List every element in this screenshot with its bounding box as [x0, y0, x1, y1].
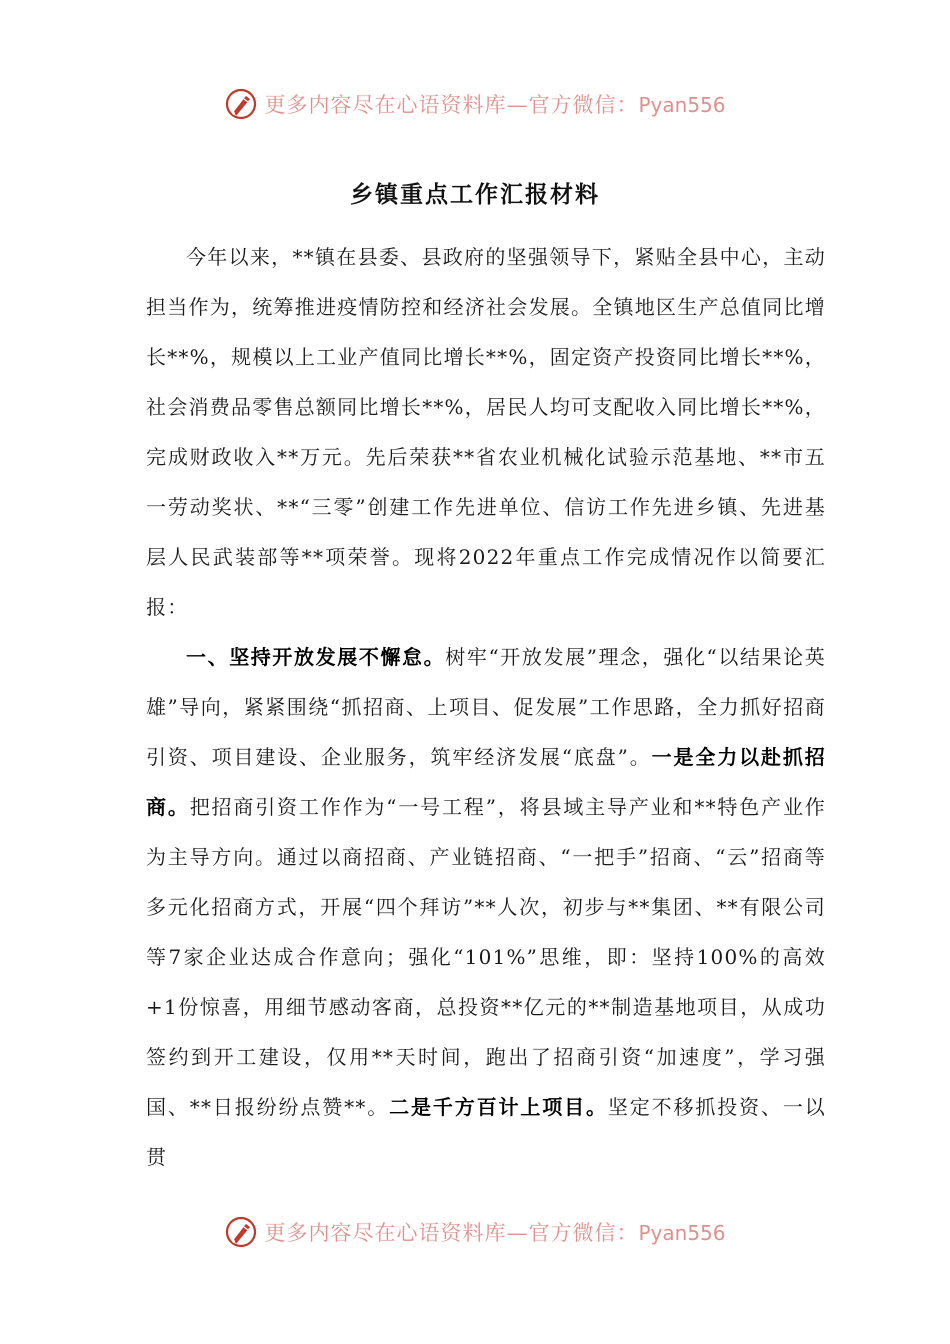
watermark-banner-bottom	[0, 1208, 950, 1256]
section-1-sub-1-heading: 一是全力以赴抓招商。	[146, 745, 826, 819]
section-1-sub-2-text: 坚定不移抓投资、一以贯	[146, 1095, 826, 1169]
document-body	[146, 232, 826, 1182]
watermark-text-cn: 更多内容尽在心语资料库—官方微信：	[264, 93, 639, 117]
pen-logo-icon	[224, 1215, 258, 1249]
section-1-text: 树牢“开放发展”理念，强化“以结果论英雄”导向，紧紧围绕“抓招商、上项目、促发展”工作思路，全力抓好招商引资、项目建设、企业服务，筑牢经济发展“底盘”。	[146, 645, 826, 769]
section-1-sub-1-text: 把招商引资工作作为“一号工程”，将县域主导产业和**特色产业作为主导方向。通过以商招商、产业链招商、“一把手”招商、“云”招商等多元化招商方式，开展“四个拜访”**人次，初步与**集团、**有限公司等7家企业达成合作意向；强化“101%”思维，即：坚持100%的高效+1份惊喜，用细节感动客商，总投资**亿元的**制造基地项目，从成功签约到开工建设，仅用**天时间，跑出了招商引资“加速度”，学习强国、**日报纷纷点赞**。	[146, 795, 826, 1119]
watermark-text	[264, 1217, 725, 1247]
watermark-text	[264, 89, 725, 119]
intro-paragraph: 今年以来，**镇在县委、县政府的坚强领导下，紧贴全县中心，主动担当作为，统筹推进疫情防控和经济社会发展。全镇地区生产总值同比增长**%，规模以上工业产值同比增长**%，固定资产投资同比增长**%，社会消费品零售总额同比增长**%，居民人均可支配收入同比增长**%，完成财政收入**万元。先后荣获**省农业机械化试验示范基地、**市五一劳动奖状、**“三零”创建工作先进单位、信访工作先进乡镇、先进基层人民武装部等**项荣誉。现将2022年重点工作完成情况作以简要汇报：	[146, 245, 826, 619]
pen-logo-icon	[224, 87, 258, 121]
watermark-banner-top	[0, 80, 950, 128]
section-1-heading: 一、坚持开放发展不懈怠。	[186, 645, 446, 669]
watermark-text-cn: 更多内容尽在心语资料库—官方微信：	[264, 1221, 639, 1245]
watermark-wechat-id: Pyan556	[638, 93, 726, 117]
watermark-wechat-id: Pyan556	[638, 1221, 726, 1245]
section-1-paragraph	[146, 632, 826, 1182]
section-1-sub-2-heading: 二是千方百计上项目。	[389, 1095, 608, 1119]
document-title: 乡镇重点工作汇报材料	[350, 181, 600, 208]
